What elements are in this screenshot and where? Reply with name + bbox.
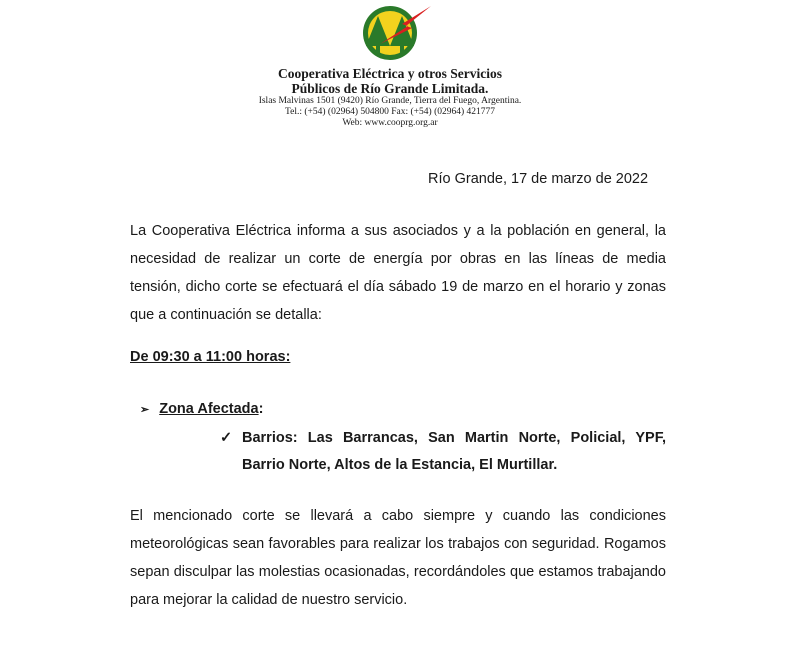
org-name-line2: Públicos de Río Grande Limitada. [291,81,489,96]
org-name-line1: Cooperativa Eléctrica y otros Servicios [278,66,502,81]
affected-zone-item [140,401,263,417]
letter-date: Río Grande, 17 de marzo de 2022 [428,171,649,187]
barrios-item [220,425,666,479]
cooperative-logo-icon [356,2,432,62]
org-web: Web: www.cooprg.org.ar [342,118,438,128]
org-address: Islas Malvinas 1501 (9420) Río Grande, Tierra del Fuego, Argentina. [258,96,522,106]
affected-zone-label: Zona Afectada [159,401,259,417]
intro-paragraph: La Cooperativa Eléctrica informa a sus asociados y a la población en general, la necesidad de realizar un corte de energía por obras en las líneas de media tensión, dicho corte se efectuará el día sábado 19 de marzo en el horario y zonas que a continuación se detalla: [130,223,666,323]
org-phone: Tel.: (+54) (02964) 504800 Fax: (+54) (02964) 421777 [284,107,496,117]
closing-paragraph: El mencionado corte se llevará a cabo siempre y cuando las condiciones meteorológicas sean favorables para realizar los trabajos con seguridad. Rogamos sepan disculpar las molestias ocasionadas, recordándoles que estamos trabajando para mejorar la calidad de nuestro servicio. [130,508,666,608]
arrow-bullet-icon: ➢ [140,404,150,416]
barrios-list: Barrios: Las Barrancas, San Martin Norte, Policial, YPF, Barrio Norte, Altos de la Estancia, El Murtillar. [242,430,666,473]
affected-zone-colon: : [258,401,264,417]
schedule-heading: De 09:30 a 11:00 horas: [130,349,291,365]
check-mark-icon: ✓ [220,430,233,446]
letterhead [190,66,590,129]
